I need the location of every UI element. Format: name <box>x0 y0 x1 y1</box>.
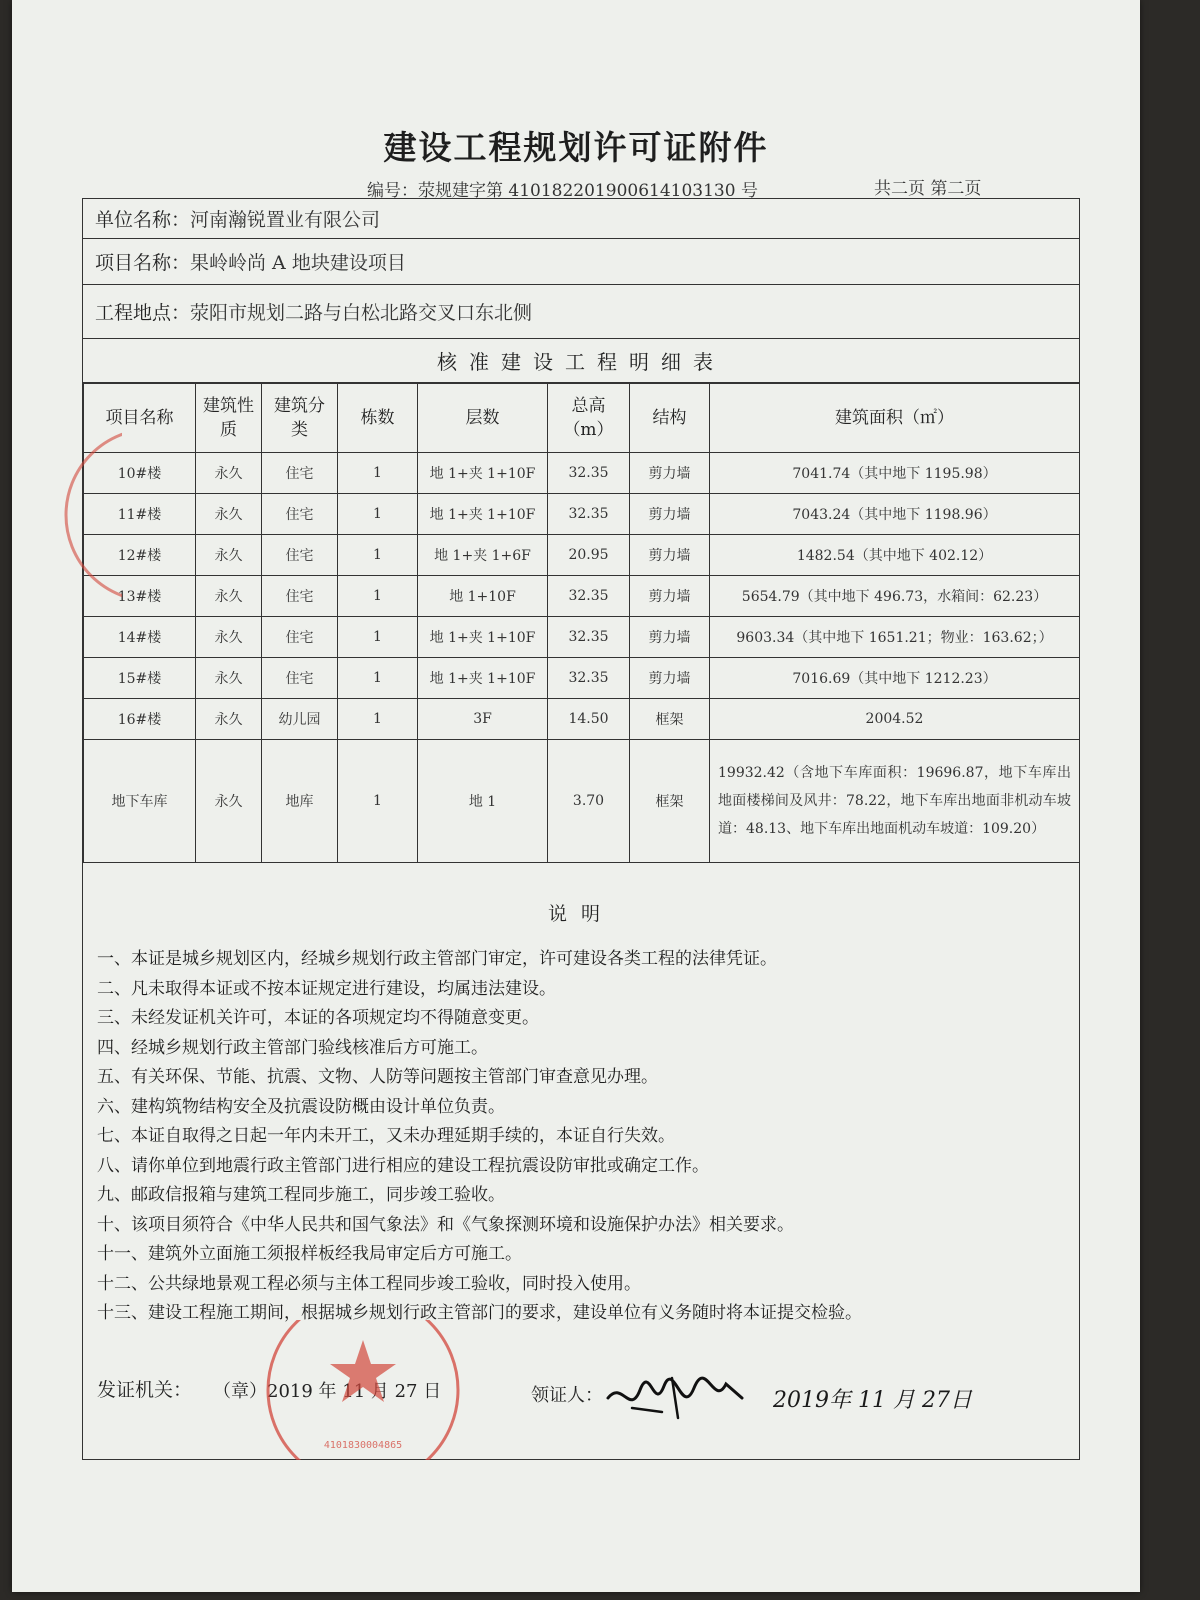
unit-row <box>83 199 1079 239</box>
note-item: 二、凡未取得本证或不按本证规定进行建设，均属违法建设。 <box>97 978 556 999</box>
table-cell: 地库 <box>262 740 338 863</box>
table-cell: 永久 <box>196 576 262 617</box>
table-cell: 地 1+夹 1+6F <box>418 535 548 576</box>
location-value: 荥阳市规划二路与白松北路交叉口东北侧 <box>190 302 533 324</box>
detail-table-title: 核准建设工程明细表 <box>83 339 1079 383</box>
permit-number: 编号：荥规建字第 410182201900614103130 号 <box>367 181 758 201</box>
table-cell: 2004.52 <box>710 699 1080 740</box>
table-cell: 住宅 <box>262 535 338 576</box>
notes-title: 说明 <box>547 903 614 925</box>
issuer-label: 发证机关： <box>97 1379 193 1401</box>
receiver-signature <box>602 1368 752 1430</box>
table-row <box>84 699 1080 740</box>
form-frame <box>82 198 1080 1460</box>
svg-text:4101830004865: 4101830004865 <box>323 1440 403 1451</box>
note-item: 七、本证自取得之日起一年内未开工，又未办理延期手续的，本证自行失效。 <box>97 1126 675 1146</box>
left-seal <box>12 420 122 620</box>
table-cell: 1 <box>338 453 418 494</box>
receiver-label: 领证人： <box>531 1385 603 1406</box>
table-cell: 永久 <box>196 740 262 863</box>
table-cell: 7041.74（其中地下 1195.98） <box>710 453 1080 494</box>
table-cell: 13#楼 <box>84 576 196 617</box>
table-cell: 12#楼 <box>84 535 196 576</box>
table-cell: 3.70 <box>548 740 630 863</box>
table-cell: 1 <box>338 699 418 740</box>
table-cell: 32.35 <box>548 617 630 658</box>
table-cell: 32.35 <box>548 453 630 494</box>
table-cell: 地 1+夹 1+10F <box>418 658 548 699</box>
table-cell: 10#楼 <box>84 453 196 494</box>
table-cell: 永久 <box>196 658 262 699</box>
table-cell: 住宅 <box>262 658 338 699</box>
note-item: 四、经城乡规划行政主管部门验线核准后方可施工。 <box>97 1037 488 1058</box>
table-cell: 1 <box>338 576 418 617</box>
handwritten-date: 2019年 11 月 27日 <box>773 1388 972 1413</box>
table-row <box>84 740 1080 863</box>
note-item: 十一、建筑外立面施工须报样板经我局审定后方可施工。 <box>97 1244 522 1264</box>
table-cell: 地 1+夹 1+10F <box>418 617 548 658</box>
table-cell: 1482.54（其中地下 402.12） <box>710 535 1080 576</box>
table-row <box>84 453 1080 494</box>
table-cell: 1 <box>338 535 418 576</box>
table-row <box>84 658 1080 699</box>
table-cell: 19932.42（含地下车库面积：19696.87，地下车库出地面楼梯间及风井：78.22，地下车库出地面非机动车坡道：48.13、地下车库出地面机动车坡道：109.20） <box>710 740 1080 863</box>
column-header: 建筑面积（㎡） <box>710 384 1080 453</box>
table-cell: 1 <box>338 658 418 699</box>
table-cell: 地 1+10F <box>418 576 548 617</box>
table-cell: 地 1 <box>418 740 548 863</box>
table-cell: 框架 <box>630 740 710 863</box>
column-header: 总高（m） <box>548 384 630 453</box>
note-item: 十、该项目须符合《中华人民共和国气象法》和《气象探测环境和设施保护办法》相关要求。 <box>97 1214 794 1235</box>
table-cell: 剪力墙 <box>630 658 710 699</box>
table-cell: 15#楼 <box>84 658 196 699</box>
table-cell: 剪力墙 <box>630 617 710 658</box>
table-cell: 20.95 <box>548 535 630 576</box>
table-cell: 9603.34（其中地下 1651.21；物业：163.62；） <box>710 617 1080 658</box>
column-header: 栋数 <box>338 384 418 453</box>
note-item: 九、邮政信报箱与建筑工程同步施工，同步竣工验收。 <box>97 1185 505 1205</box>
note-item: 十二、公共绿地景观工程必须与主体工程同步竣工验收，同时投入使用。 <box>97 1273 641 1294</box>
column-header: 建筑性质 <box>196 384 262 453</box>
detail-table <box>83 383 1080 863</box>
project-row <box>83 239 1079 285</box>
table-row <box>84 576 1080 617</box>
table-cell: 7016.69（其中地下 1212.23） <box>710 658 1080 699</box>
note-item: 八、请你单位到地震行政主管部门进行相应的建设工程抗震设防审批或确定工作。 <box>97 1155 709 1176</box>
project-label: 项目名称： <box>95 252 191 274</box>
table-cell: 16#楼 <box>84 699 196 740</box>
column-header: 建筑分类 <box>262 384 338 453</box>
column-header: 项目名称 <box>84 384 196 453</box>
table-cell: 7043.24（其中地下 1198.96） <box>710 494 1080 535</box>
column-header: 层数 <box>418 384 548 453</box>
note-item: 一、本证是城乡规划区内，经城乡规划行政主管部门审定，许可建设各类工程的法律凭证。 <box>97 949 777 969</box>
table-cell: 永久 <box>196 617 262 658</box>
issuer-date: （章）2019 年 11 月 27 日 <box>213 1381 442 1402</box>
table-cell: 剪力墙 <box>630 494 710 535</box>
table-cell: 32.35 <box>548 658 630 699</box>
table-cell: 地 1+夹 1+10F <box>418 453 548 494</box>
note-item: 五、有关环保、节能、抗震、文物、人防等问题按主管部门审查意见办理。 <box>97 1067 658 1087</box>
unit-value: 河南瀚锐置业有限公司 <box>190 209 381 231</box>
table-cell: 永久 <box>196 453 262 494</box>
table-cell: 14#楼 <box>84 617 196 658</box>
document-title: 建设工程规划许可证附件 <box>383 128 769 167</box>
unit-label: 单位名称： <box>95 209 191 231</box>
table-cell: 32.35 <box>548 576 630 617</box>
table-cell: 32.35 <box>548 494 630 535</box>
column-header: 结构 <box>630 384 710 453</box>
table-cell: 3F <box>418 699 548 740</box>
table-cell: 住宅 <box>262 494 338 535</box>
notes-list <box>97 945 1067 1329</box>
table-cell: 5654.79（其中地下 496.73，水箱间：62.23） <box>710 576 1080 617</box>
table-cell: 剪力墙 <box>630 535 710 576</box>
project-value: 果岭岭尚 A 地块建设项目 <box>190 252 406 274</box>
table-cell: 1 <box>338 740 418 863</box>
table-cell: 永久 <box>196 699 262 740</box>
location-row <box>83 285 1079 339</box>
table-cell: 住宅 <box>262 576 338 617</box>
note-item: 六、建构筑物结构安全及抗震设防概由设计单位负责。 <box>97 1096 505 1117</box>
table-cell: 住宅 <box>262 453 338 494</box>
table-cell: 1 <box>338 617 418 658</box>
table-row <box>84 535 1080 576</box>
table-cell: 1 <box>338 494 418 535</box>
table-header-row <box>84 384 1080 453</box>
table-cell: 永久 <box>196 535 262 576</box>
table-cell: 剪力墙 <box>630 576 710 617</box>
table-cell: 框架 <box>630 699 710 740</box>
table-cell: 地下车库 <box>84 740 196 863</box>
table-body <box>84 453 1080 863</box>
table-cell: 地 1+夹 1+10F <box>418 494 548 535</box>
table-cell: 14.50 <box>548 699 630 740</box>
page-info: 共二页 第二页 <box>874 179 982 199</box>
location-label: 工程地点： <box>95 302 191 324</box>
table-cell: 住宅 <box>262 617 338 658</box>
official-seal <box>258 1320 468 1460</box>
table-cell: 剪力墙 <box>630 453 710 494</box>
note-item: 十三、建设工程施工期间，根据城乡规划行政主管部门的要求，建设单位有义务随时将本证提交检验。 <box>97 1303 862 1323</box>
table-cell: 永久 <box>196 494 262 535</box>
table-cell: 幼儿园 <box>262 699 338 740</box>
table-cell: 11#楼 <box>84 494 196 535</box>
table-row <box>84 617 1080 658</box>
note-item: 三、未经发证机关许可，本证的各项规定均不得随意变更。 <box>97 1008 539 1028</box>
table-row <box>84 494 1080 535</box>
permit-sheet <box>12 0 1140 1592</box>
